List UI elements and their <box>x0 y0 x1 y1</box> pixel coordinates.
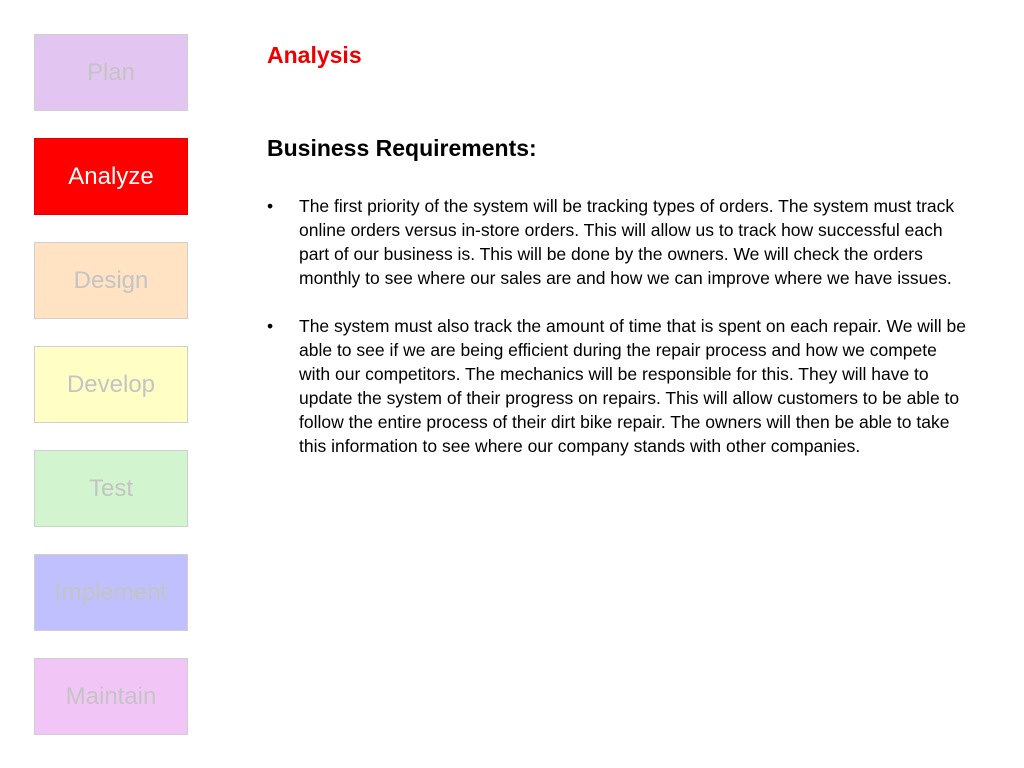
stage-develop[interactable] <box>34 346 188 423</box>
stage-plan-label: Plan <box>86 58 136 86</box>
stage-plan[interactable] <box>34 34 188 111</box>
list-item <box>267 314 967 458</box>
list-item-text: The first priority of the system will be tracking types of orders. The system must track online orders versus in-store orders. This will allow us to track how successful each part of our business is. This will be done by the owners. We will check the orders monthly to see where our sales are and how we can improve where we have issues. <box>299 196 955 288</box>
requirements-list <box>267 194 967 482</box>
slide-title: Analysis <box>267 42 362 68</box>
list-item-text: The system must also track the amount of time that is spent on each repair. We will be able to see if we are being efficient during the repair process and how we compete with our competitors. The mechanics will be responsible for this. They will have to update the system of their progress on repairs. This will allow customers to be able to follow the entire process of their dirt bike repair. The owners will then be able to take this information to see where our company stands with other companies. <box>299 316 966 456</box>
section-heading: Business Requirements: <box>267 135 537 161</box>
stage-analyze[interactable] <box>34 138 188 215</box>
stage-analyze-label: Analyze <box>68 162 154 190</box>
stage-test[interactable] <box>34 450 188 527</box>
stage-implement-label: Implement <box>54 578 168 606</box>
stage-test-label: Test <box>88 474 133 502</box>
stage-maintain[interactable] <box>34 658 188 735</box>
stage-maintain-label: Maintain <box>65 682 157 710</box>
bullet-icon: • <box>267 196 274 216</box>
stage-implement[interactable] <box>34 554 188 631</box>
list-item <box>267 194 967 290</box>
stage-develop-label: Develop <box>66 370 156 398</box>
stage-design-label: Design <box>73 266 149 294</box>
stage-design[interactable] <box>34 242 188 319</box>
bullet-icon: • <box>267 316 274 336</box>
